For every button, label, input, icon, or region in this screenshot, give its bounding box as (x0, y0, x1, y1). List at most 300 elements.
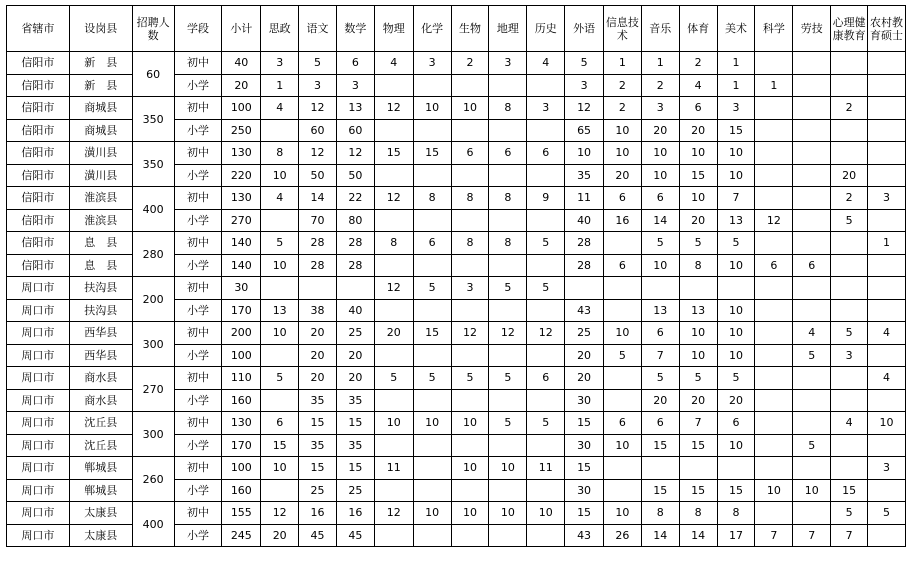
value-cell (489, 209, 527, 232)
value-cell: 20 (299, 344, 337, 367)
value-cell (641, 277, 679, 300)
value-cell: 12 (374, 97, 413, 120)
value-cell: 8 (374, 232, 413, 255)
value-cell: 6 (604, 412, 642, 435)
county-cell: 淮滨县 (69, 187, 132, 210)
value-cell: 12 (336, 142, 374, 165)
value-cell: 4 (679, 74, 717, 97)
value-cell: 3 (868, 457, 906, 480)
value-cell (374, 164, 413, 187)
value-cell: 10 (717, 254, 755, 277)
value-cell: 30 (565, 389, 604, 412)
value-cell: 10 (374, 412, 413, 435)
value-cell: 6 (527, 142, 565, 165)
value-cell (374, 389, 413, 412)
city-cell: 周口市 (7, 322, 70, 345)
value-cell: 5 (793, 434, 831, 457)
column-header: 生物 (451, 6, 489, 52)
value-cell: 10 (604, 142, 642, 165)
value-cell (793, 277, 831, 300)
value-cell (868, 277, 906, 300)
column-header: 地理 (489, 6, 527, 52)
value-cell (755, 434, 793, 457)
value-cell: 16 (299, 502, 337, 525)
value-cell (413, 479, 451, 502)
city-cell: 信阳市 (7, 119, 70, 142)
county-cell: 扶沟县 (69, 299, 132, 322)
value-cell: 3 (831, 344, 868, 367)
value-cell (413, 119, 451, 142)
county-cell: 商水县 (69, 389, 132, 412)
value-cell: 8 (489, 187, 527, 210)
value-cell (374, 479, 413, 502)
value-cell: 5 (299, 52, 337, 75)
value-cell: 6 (641, 322, 679, 345)
value-cell: 12 (755, 209, 793, 232)
value-cell: 15 (299, 412, 337, 435)
value-cell: 130 (222, 142, 261, 165)
value-cell (831, 457, 868, 480)
city-cell: 信阳市 (7, 52, 70, 75)
city-cell: 信阳市 (7, 254, 70, 277)
table-body (7, 52, 906, 547)
column-header: 外语 (565, 6, 604, 52)
value-cell: 15 (679, 479, 717, 502)
value-cell: 2 (679, 52, 717, 75)
value-cell: 10 (868, 412, 906, 435)
value-cell (831, 277, 868, 300)
value-cell: 12 (374, 502, 413, 525)
value-cell: 10 (413, 502, 451, 525)
value-cell: 5 (679, 232, 717, 255)
county-cell: 太康县 (69, 524, 132, 547)
column-header: 学段 (174, 6, 222, 52)
value-cell (374, 74, 413, 97)
column-header: 信息技术 (604, 6, 642, 52)
value-cell (527, 389, 565, 412)
value-cell: 70 (299, 209, 337, 232)
value-cell (793, 412, 831, 435)
recruit-count-cell: 350 (132, 142, 174, 187)
value-cell: 10 (261, 457, 299, 480)
value-cell: 8 (261, 142, 299, 165)
value-cell: 38 (299, 299, 337, 322)
value-cell: 3 (868, 187, 906, 210)
column-header: 美术 (717, 6, 755, 52)
value-cell (604, 277, 642, 300)
value-cell: 5 (489, 367, 527, 390)
value-cell (413, 209, 451, 232)
value-cell: 140 (222, 232, 261, 255)
value-cell: 3 (413, 52, 451, 75)
value-cell (489, 299, 527, 322)
value-cell (451, 209, 489, 232)
value-cell: 5 (527, 232, 565, 255)
value-cell (451, 434, 489, 457)
city-cell: 周口市 (7, 457, 70, 480)
value-cell (413, 434, 451, 457)
value-cell (755, 277, 793, 300)
value-cell: 4 (261, 187, 299, 210)
value-cell: 4 (793, 322, 831, 345)
city-cell: 信阳市 (7, 209, 70, 232)
value-cell: 28 (299, 232, 337, 255)
value-cell: 15 (565, 457, 604, 480)
value-cell: 110 (222, 367, 261, 390)
value-cell: 43 (565, 524, 604, 547)
value-cell: 10 (641, 254, 679, 277)
value-cell (831, 367, 868, 390)
value-cell (831, 434, 868, 457)
value-cell (755, 299, 793, 322)
value-cell: 30 (565, 434, 604, 457)
school-level-cell: 小学 (174, 164, 222, 187)
value-cell: 5 (374, 367, 413, 390)
county-cell: 太康县 (69, 502, 132, 525)
value-cell (755, 187, 793, 210)
value-cell: 20 (261, 524, 299, 547)
school-level-cell: 小学 (174, 254, 222, 277)
value-cell: 15 (717, 479, 755, 502)
value-cell: 7 (641, 344, 679, 367)
value-cell: 15 (679, 434, 717, 457)
value-cell: 5 (565, 52, 604, 75)
value-cell (374, 254, 413, 277)
value-cell (793, 142, 831, 165)
value-cell: 4 (261, 97, 299, 120)
value-cell (868, 344, 906, 367)
column-header: 心理健康教育 (831, 6, 868, 52)
school-level-cell: 初中 (174, 52, 222, 75)
column-header: 物理 (374, 6, 413, 52)
value-cell: 7 (831, 524, 868, 547)
recruitment-table (6, 5, 906, 547)
value-cell: 35 (336, 434, 374, 457)
value-cell (793, 502, 831, 525)
value-cell: 8 (451, 187, 489, 210)
school-level-cell: 初中 (174, 502, 222, 525)
value-cell: 10 (679, 322, 717, 345)
value-cell: 6 (604, 187, 642, 210)
value-cell: 26 (604, 524, 642, 547)
value-cell: 6 (413, 232, 451, 255)
value-cell (413, 164, 451, 187)
value-cell: 3 (489, 52, 527, 75)
value-cell: 15 (565, 412, 604, 435)
column-header: 小计 (222, 6, 261, 52)
city-cell: 信阳市 (7, 232, 70, 255)
county-cell: 新 县 (69, 74, 132, 97)
value-cell: 8 (489, 97, 527, 120)
value-cell: 25 (565, 322, 604, 345)
value-cell (717, 457, 755, 480)
recruit-count-cell: 300 (132, 412, 174, 457)
value-cell: 45 (336, 524, 374, 547)
value-cell: 2 (831, 97, 868, 120)
city-cell: 信阳市 (7, 164, 70, 187)
value-cell: 160 (222, 389, 261, 412)
table-row (7, 277, 906, 300)
value-cell: 6 (679, 97, 717, 120)
value-cell (755, 119, 793, 142)
value-cell: 3 (299, 74, 337, 97)
value-cell: 6 (641, 412, 679, 435)
city-cell: 周口市 (7, 434, 70, 457)
county-cell: 新 县 (69, 52, 132, 75)
value-cell: 60 (336, 119, 374, 142)
value-cell (336, 277, 374, 300)
value-cell (413, 389, 451, 412)
school-level-cell: 初中 (174, 277, 222, 300)
value-cell: 10 (604, 434, 642, 457)
value-cell: 15 (565, 502, 604, 525)
value-cell: 12 (565, 97, 604, 120)
value-cell: 1 (868, 232, 906, 255)
value-cell: 20 (374, 322, 413, 345)
table-row (7, 52, 906, 75)
value-cell: 7 (793, 524, 831, 547)
school-level-cell: 小学 (174, 434, 222, 457)
value-cell: 22 (336, 187, 374, 210)
county-cell: 商城县 (69, 119, 132, 142)
value-cell: 6 (527, 367, 565, 390)
value-cell: 5 (604, 344, 642, 367)
value-cell (755, 412, 793, 435)
recruit-count-cell: 60 (132, 52, 174, 97)
column-header: 历史 (527, 6, 565, 52)
value-cell: 3 (527, 97, 565, 120)
value-cell: 10 (755, 479, 793, 502)
value-cell: 15 (831, 479, 868, 502)
value-cell: 10 (717, 434, 755, 457)
value-cell (755, 52, 793, 75)
value-cell (604, 232, 642, 255)
value-cell (413, 457, 451, 480)
value-cell: 100 (222, 344, 261, 367)
county-cell: 息 县 (69, 232, 132, 255)
value-cell: 11 (527, 457, 565, 480)
value-cell: 35 (299, 434, 337, 457)
value-cell: 15 (641, 434, 679, 457)
value-cell: 4 (374, 52, 413, 75)
value-cell (831, 299, 868, 322)
value-cell: 12 (527, 322, 565, 345)
value-cell: 10 (641, 164, 679, 187)
value-cell: 6 (641, 187, 679, 210)
value-cell: 10 (604, 322, 642, 345)
recruitment-table-container (6, 5, 906, 547)
value-cell: 20 (565, 344, 604, 367)
column-header: 体育 (679, 6, 717, 52)
value-cell: 10 (489, 502, 527, 525)
city-cell: 信阳市 (7, 74, 70, 97)
school-level-cell: 小学 (174, 299, 222, 322)
city-cell: 周口市 (7, 389, 70, 412)
value-cell: 10 (413, 412, 451, 435)
value-cell (868, 299, 906, 322)
value-cell (755, 344, 793, 367)
value-cell: 1 (717, 74, 755, 97)
value-cell (793, 457, 831, 480)
school-level-cell: 初中 (174, 97, 222, 120)
value-cell (755, 322, 793, 345)
value-cell: 16 (604, 209, 642, 232)
value-cell: 5 (831, 322, 868, 345)
value-cell (793, 119, 831, 142)
value-cell: 4 (868, 367, 906, 390)
value-cell: 10 (793, 479, 831, 502)
value-cell: 5 (717, 367, 755, 390)
value-cell: 35 (565, 164, 604, 187)
value-cell: 2 (604, 97, 642, 120)
value-cell: 3 (717, 97, 755, 120)
recruit-count-cell: 270 (132, 367, 174, 412)
value-cell: 20 (679, 209, 717, 232)
value-cell (527, 254, 565, 277)
city-cell: 周口市 (7, 502, 70, 525)
value-cell: 10 (717, 164, 755, 187)
value-cell: 5 (717, 232, 755, 255)
county-cell: 扶沟县 (69, 277, 132, 300)
value-cell: 130 (222, 187, 261, 210)
value-cell: 28 (336, 254, 374, 277)
value-cell: 40 (565, 209, 604, 232)
value-cell (451, 119, 489, 142)
value-cell: 3 (261, 52, 299, 75)
value-cell: 10 (717, 142, 755, 165)
value-cell (793, 187, 831, 210)
value-cell: 45 (299, 524, 337, 547)
value-cell: 30 (565, 479, 604, 502)
value-cell: 65 (565, 119, 604, 142)
value-cell (831, 232, 868, 255)
column-header: 化学 (413, 6, 451, 52)
value-cell (527, 74, 565, 97)
county-cell: 商水县 (69, 367, 132, 390)
value-cell: 35 (299, 389, 337, 412)
value-cell: 40 (222, 52, 261, 75)
value-cell: 14 (679, 524, 717, 547)
value-cell: 170 (222, 299, 261, 322)
value-cell: 20 (641, 119, 679, 142)
value-cell: 155 (222, 502, 261, 525)
table-row (7, 367, 906, 390)
value-cell (374, 119, 413, 142)
value-cell: 6 (793, 254, 831, 277)
value-cell: 28 (565, 232, 604, 255)
value-cell: 3 (451, 277, 489, 300)
value-cell (831, 119, 868, 142)
value-cell (755, 97, 793, 120)
recruit-count-cell: 260 (132, 457, 174, 502)
value-cell (868, 97, 906, 120)
value-cell: 10 (565, 142, 604, 165)
value-cell: 8 (489, 232, 527, 255)
value-cell: 20 (717, 389, 755, 412)
value-cell (793, 74, 831, 97)
value-cell: 5 (413, 277, 451, 300)
value-cell: 5 (527, 277, 565, 300)
table-row (7, 232, 906, 255)
value-cell: 5 (261, 367, 299, 390)
value-cell (261, 344, 299, 367)
value-cell: 20 (604, 164, 642, 187)
value-cell: 170 (222, 434, 261, 457)
value-cell: 10 (679, 344, 717, 367)
value-cell: 7 (679, 412, 717, 435)
school-level-cell: 初中 (174, 457, 222, 480)
value-cell (451, 254, 489, 277)
value-cell: 1 (717, 52, 755, 75)
value-cell (604, 479, 642, 502)
value-cell (868, 209, 906, 232)
value-cell: 15 (679, 164, 717, 187)
value-cell: 11 (565, 187, 604, 210)
value-cell: 8 (451, 232, 489, 255)
value-cell (868, 254, 906, 277)
city-cell: 周口市 (7, 344, 70, 367)
value-cell: 15 (641, 479, 679, 502)
table-row (7, 187, 906, 210)
recruit-count-cell: 350 (132, 97, 174, 142)
value-cell: 5 (679, 367, 717, 390)
school-level-cell: 初中 (174, 187, 222, 210)
value-cell: 60 (299, 119, 337, 142)
school-level-cell: 小学 (174, 209, 222, 232)
value-cell: 20 (299, 367, 337, 390)
value-cell (793, 164, 831, 187)
value-cell: 6 (451, 142, 489, 165)
value-cell (831, 52, 868, 75)
value-cell (527, 299, 565, 322)
table-row (7, 142, 906, 165)
value-cell (717, 277, 755, 300)
value-cell: 12 (374, 187, 413, 210)
value-cell: 12 (299, 97, 337, 120)
value-cell (451, 299, 489, 322)
value-cell (374, 434, 413, 457)
city-cell: 周口市 (7, 367, 70, 390)
school-level-cell: 初中 (174, 232, 222, 255)
value-cell: 7 (717, 187, 755, 210)
value-cell (451, 389, 489, 412)
value-cell (755, 142, 793, 165)
value-cell: 5 (641, 232, 679, 255)
value-cell: 28 (565, 254, 604, 277)
value-cell: 15 (261, 434, 299, 457)
value-cell: 10 (717, 322, 755, 345)
recruit-count-cell: 300 (132, 322, 174, 367)
value-cell: 6 (755, 254, 793, 277)
value-cell (755, 232, 793, 255)
value-cell: 20 (679, 389, 717, 412)
value-cell: 6 (717, 412, 755, 435)
value-cell: 5 (641, 367, 679, 390)
value-cell: 20 (336, 367, 374, 390)
value-cell: 13 (641, 299, 679, 322)
value-cell: 50 (299, 164, 337, 187)
value-cell (451, 524, 489, 547)
value-cell (527, 209, 565, 232)
value-cell (261, 119, 299, 142)
value-cell (868, 434, 906, 457)
value-cell (679, 457, 717, 480)
value-cell (831, 142, 868, 165)
value-cell (565, 277, 604, 300)
value-cell (868, 479, 906, 502)
value-cell: 40 (336, 299, 374, 322)
value-cell: 1 (261, 74, 299, 97)
